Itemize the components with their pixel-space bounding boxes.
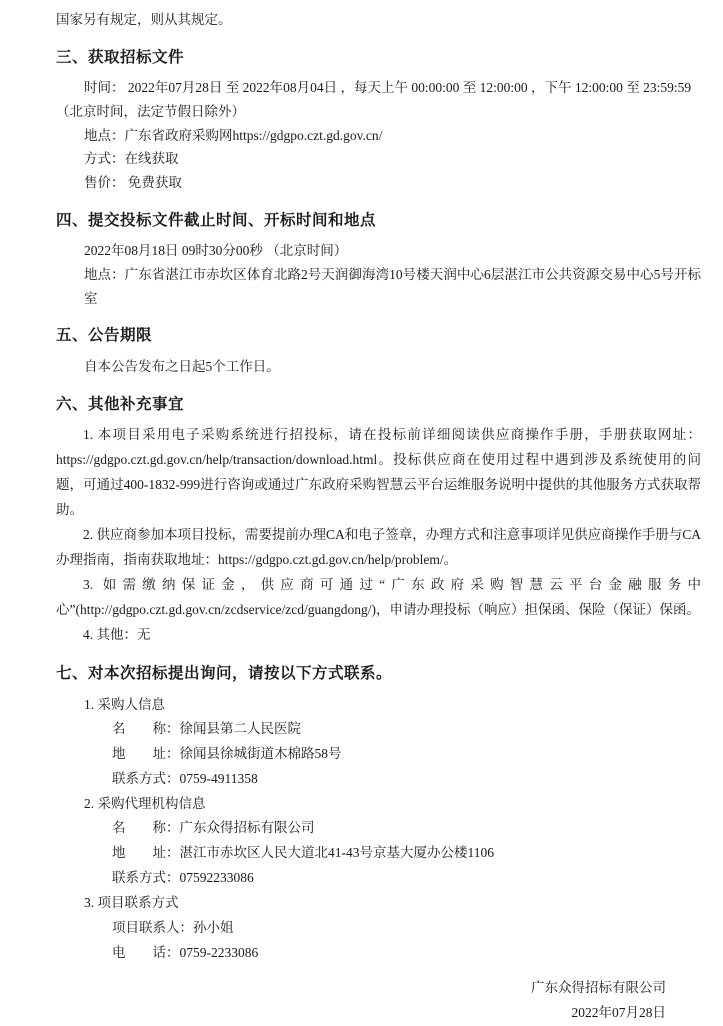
contact-row: [28, 841, 701, 866]
section-heading-3: 三、获取招标文件: [56, 48, 185, 66]
section-3-line-1: 时间： 2022年07月28日 至 2022年08月04日 ，每天上午 00:00:00 至 12:00:00 ，下午 12:00:00 至 23:59:59: [84, 80, 692, 96]
contact-label: 项目联系人：: [112, 919, 193, 935]
section-6-item-2: 2. 供应商参加本项目投标，需要提前办理CA和电子签章，办理方式和注意事项详见供应商操作手册与CA办理指南，指南获取地址：https://gdgpo.czt.gd.gov.cn/help/problem/。: [56, 527, 702, 568]
contact-row: [28, 816, 701, 841]
section-4-line-2: 地点：广东省湛江市赤坎区体育北路2号天润御海湾10号楼天润中心6层湛江市公共资源交易中心5号开标室: [84, 266, 701, 306]
section-3-line-3: 地点：广东省政府采购网https://gdgpo.czt.gd.gov.cn/: [84, 127, 383, 143]
contact-label: 电 话：: [112, 944, 180, 960]
contact-value: 0759-2233086: [179, 944, 259, 960]
contact-value: 湛江市赤坎区人民大道北41-43号京基大厦办公楼1106: [179, 845, 494, 861]
section-heading-6: 六、其他补充事宜: [56, 395, 185, 413]
contact-row: [28, 916, 701, 941]
signature-company: 广东众得招标有限公司: [531, 979, 666, 995]
contact-label: 地 址：: [112, 845, 180, 861]
contact-label: 地 址：: [112, 746, 180, 762]
section-6-item-3: 3. 如需缴纳保证金，供应商可通过“广东政府采购智慧云平台金融服务中心”(http://gdgpo.czt.gd.gov.cn/zcdservice/zcd/guangdong/)，申请办理投标（响应）担保函、保险（保证）保函。: [56, 577, 701, 618]
section-6-item-4: 4. 其他：无: [83, 627, 151, 643]
contact-value: 孙小姐: [193, 919, 234, 935]
section-3-line-5: 售价： 免费获取: [84, 174, 182, 190]
contact-value: 徐闻县徐城街道木棉路58号: [179, 746, 342, 762]
section-heading-4: 四、提交投标文件截止时间、开标时间和地点: [56, 211, 377, 229]
opening-paragraph: 国家另有规定，则从其规定。: [56, 12, 232, 27]
section-4-line-1: 2022年08月18日 09时30分00秒 （北京时间）: [84, 243, 348, 259]
contact-group-title-1: 1. 采购人信息: [84, 696, 165, 712]
contact-label: 名 称：: [112, 820, 180, 836]
section-3-line-2: （北京时间，法定节假日除外）: [56, 104, 245, 120]
section-5-line-1: 自本公告发布之日起5个工作日。: [84, 359, 280, 375]
top-spacer: [28, 0, 701, 8]
signature-spacer: [28, 966, 701, 975]
contact-value: 07592233086: [179, 870, 254, 886]
section-6-item-1: 1. 本项目采用电子采购系统进行招投标，请在投标前详细阅读供应商操作手册，手册获取网址：https://gdgpo.czt.gd.gov.cn/help/transaction/download.html。投标供应商在使用过程中遇到涉及系统使用的问题，可通过400-1832-999进行咨询或通过广东政府采购智慧云平台运维服务说明中提供的其他服务方式获取帮助。: [56, 427, 701, 518]
contact-row: [28, 941, 701, 966]
signature-date: 2022年07月28日: [571, 1005, 666, 1021]
contact-value: 0759-4911358: [179, 771, 258, 787]
contact-row: [28, 866, 701, 891]
contact-value: 徐闻县第二人民医院: [179, 721, 301, 737]
contact-row: [28, 717, 701, 742]
contact-group-title-2: 2. 采购代理机构信息: [84, 796, 206, 812]
contact-row: [28, 742, 701, 767]
contact-label: 名 称：: [112, 721, 180, 737]
contact-row: [28, 767, 701, 792]
contact-group-title-3: 3. 项目联系方式: [84, 895, 179, 911]
contact-value: 广东众得招标有限公司: [179, 820, 315, 836]
section-heading-5: 五、公告期限: [56, 327, 153, 345]
section-3-line-4: 方式：在线获取: [84, 151, 179, 167]
section-heading-7: 七、对本次招标提出询问，请按以下方式联系。: [56, 665, 393, 683]
contact-label: 联系方式：: [112, 771, 180, 787]
contact-label: 联系方式：: [112, 870, 180, 886]
